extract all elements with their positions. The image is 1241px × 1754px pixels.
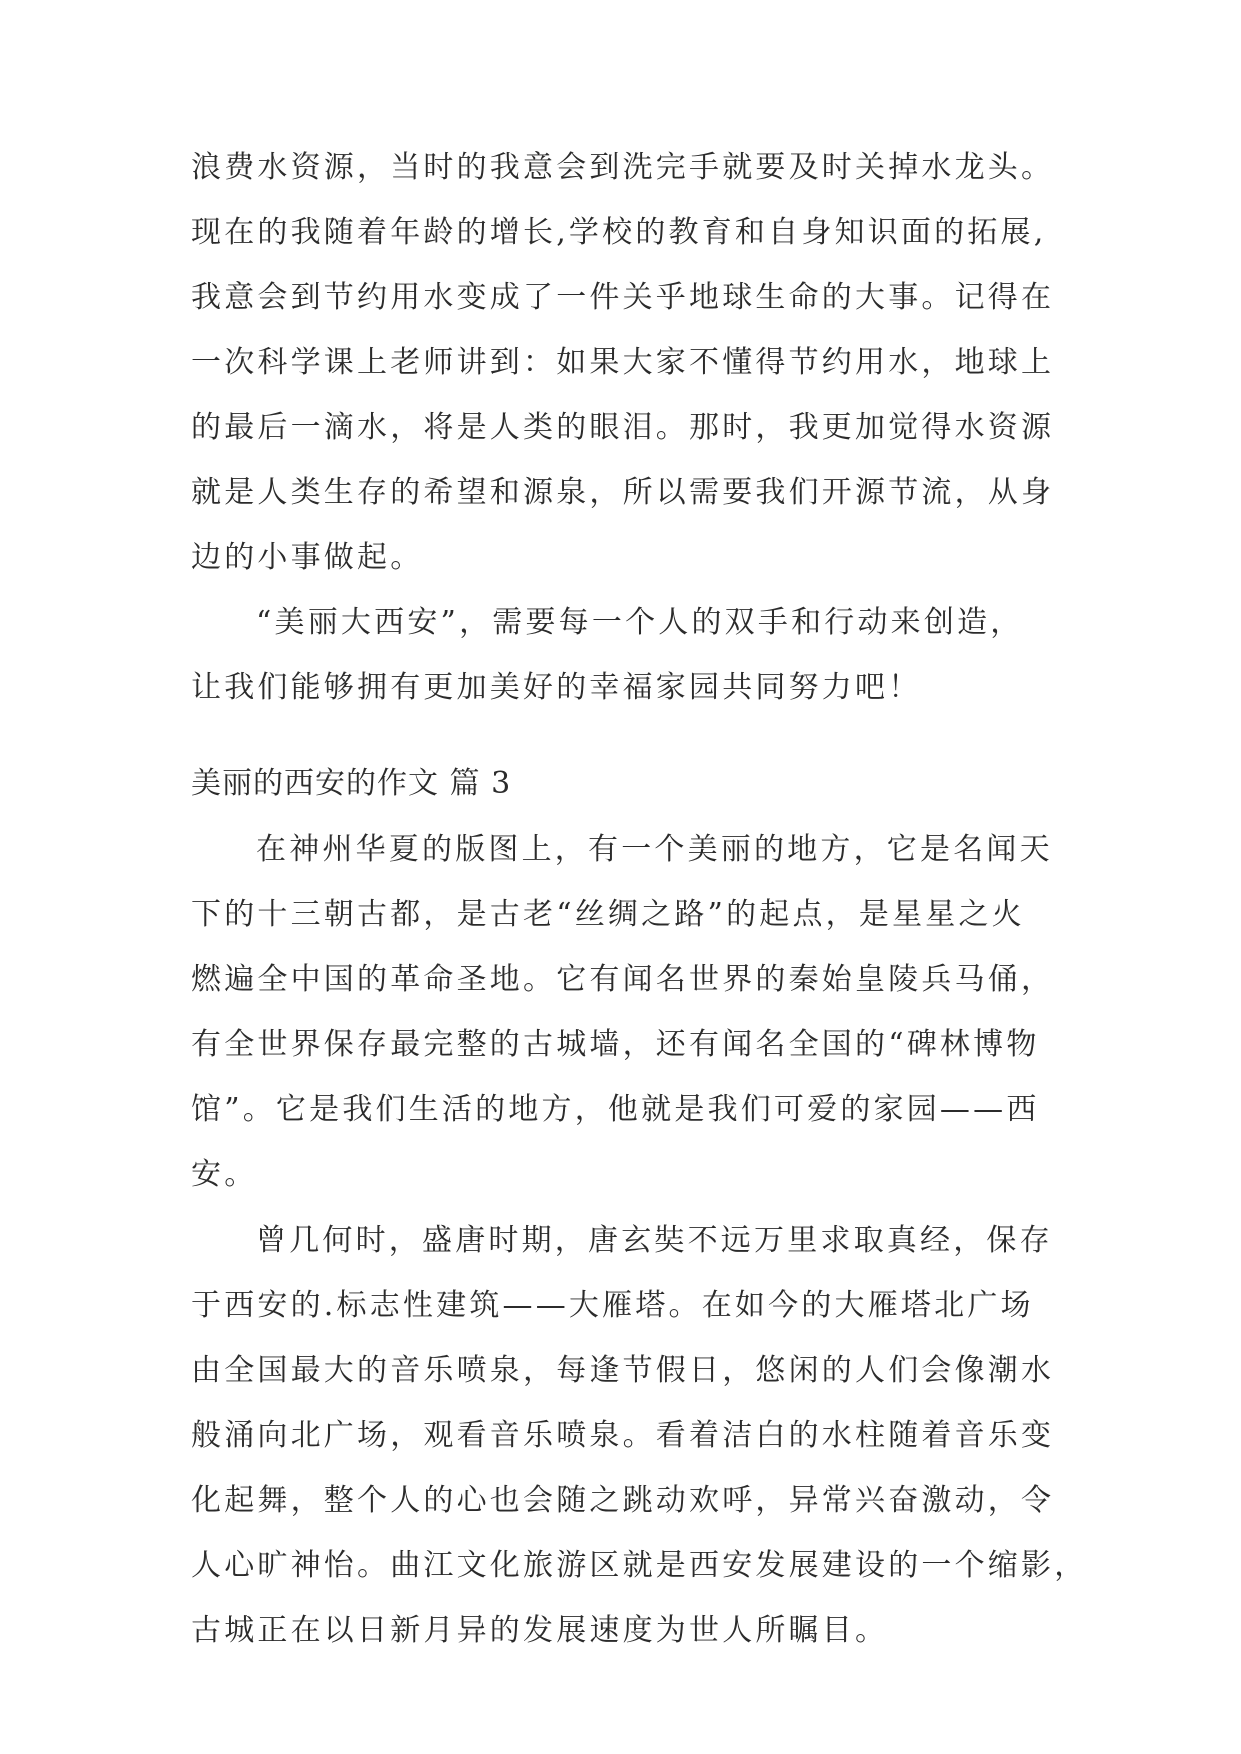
text-line: 化起舞，整个人的心也会随之跳动欢呼，异常兴奋激动，令 <box>191 1483 1055 1518</box>
text-line: 在神州华夏的版图上，有一个美丽的地方，它是名闻天 <box>256 832 1053 867</box>
text-line: 现在的我随着年龄的增长,学校的教育和自身知识面的拓展, <box>191 215 1047 250</box>
text-line: 安。 <box>191 1157 258 1192</box>
text-line: 让我们能够拥有更加美好的幸福家园共同努力吧！ <box>191 670 922 705</box>
text-line: 浪费水资源，当时的我意会到洗完手就要及时关掉水龙头。 <box>191 150 1055 185</box>
text-line: 于西安的.标志性建筑——大雁塔。在如今的大雁塔北广场 <box>191 1288 1034 1323</box>
text-line: 我意会到节约用水变成了一件关乎地球生命的大事。记得在 <box>191 280 1055 315</box>
section-title: 美丽的西安的作文 篇 3 <box>191 766 512 801</box>
text-line: 人心旷神怡。曲江文化旅游区就是西安发展建设的一个缩影， <box>191 1548 1088 1583</box>
text-line: 曾几何时，盛唐时期，唐玄奘不远万里求取真经，保存 <box>256 1223 1053 1258</box>
text-line: 馆”。它是我们生活的地方，他就是我们可爱的家园——西 <box>191 1092 1040 1127</box>
text-line: 下的十三朝古都，是古老“丝绸之路”的起点，是星星之火 <box>191 897 1025 932</box>
text-line: 一次科学课上老师讲到：如果大家不懂得节约用水，地球上 <box>191 345 1055 380</box>
text-line: 的最后一滴水，将是人类的眼泪。那时，我更加觉得水资源 <box>191 410 1055 445</box>
text-line: 古城正在以日新月异的发展速度为世人所瞩目。 <box>191 1613 889 1648</box>
text-line: 就是人类生存的希望和源泉，所以需要我们开源节流，从身 <box>191 475 1055 510</box>
text-line: 般涌向北广场，观看音乐喷泉。看着洁白的水柱随着音乐变 <box>191 1418 1055 1453</box>
text-line: 边的小事做起。 <box>191 540 424 575</box>
text-line: 燃遍全中国的革命圣地。它有闻名世界的秦始皇陵兵马俑， <box>191 962 1055 997</box>
text-line: 有全世界保存最完整的古城墙，还有闻名全国的“碑林博物 <box>191 1027 1040 1062</box>
text-line: 由全国最大的音乐喷泉，每逢节假日，悠闲的人们会像潮水 <box>191 1353 1055 1388</box>
text-line: “美丽大西安”，需要每一个人的双手和行动来创造， <box>256 605 1024 640</box>
